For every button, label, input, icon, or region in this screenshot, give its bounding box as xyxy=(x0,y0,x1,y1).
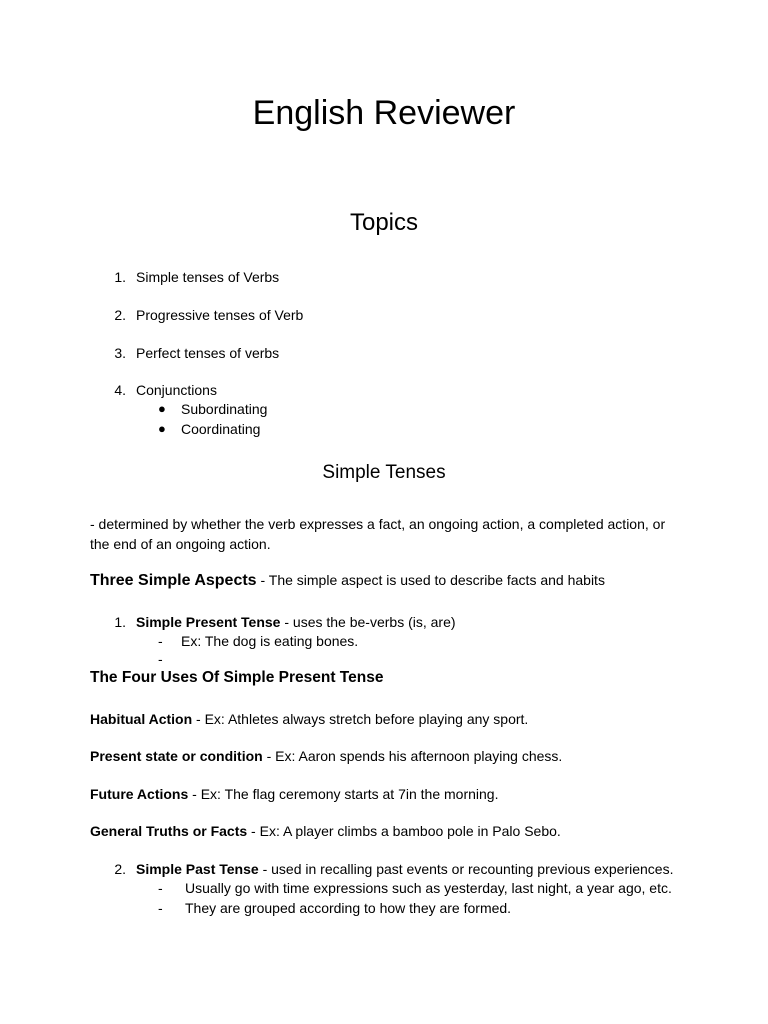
sub-list-item: Coordinating xyxy=(181,421,261,437)
bullet-icon: ● xyxy=(158,421,166,436)
three-aspects-heading: Three Simple Aspects xyxy=(90,572,257,589)
note-text: Usually go with time expressions such as yesterday, last night, a year ago, etc. xyxy=(185,880,672,896)
use-term: Present state or condition xyxy=(90,748,263,764)
use-text: - Ex: Aaron spends his afternoon playing chess. xyxy=(262,748,563,764)
sub-list-item: Subordinating xyxy=(181,401,268,417)
use-item xyxy=(90,710,528,728)
note-text: They are grouped according to how they are formed. xyxy=(185,900,512,916)
simple-tenses-intro: - determined by whether the verb expresses a fact, an ongoing action, a completed action, or the end of an ongoing action. xyxy=(90,516,666,552)
list-number: 1. xyxy=(114,614,126,630)
use-item xyxy=(90,747,562,765)
use-item xyxy=(90,822,561,840)
use-text: - Ex: The flag ceremony starts at 7in the morning. xyxy=(188,786,499,802)
list-item: Progressive tenses of Verb xyxy=(136,307,304,323)
simple-past-item xyxy=(136,860,673,878)
use-term: General Truths or Facts xyxy=(90,823,248,839)
list-number: 1. xyxy=(114,269,126,285)
three-aspects-line xyxy=(90,571,605,590)
four-uses-heading: The Four Uses Of Simple Present Tense xyxy=(90,669,384,686)
example-text: Ex: The dog is eating bones. xyxy=(181,633,359,649)
document-title: English Reviewer xyxy=(252,94,516,132)
list-item: Simple tenses of Verbs xyxy=(136,269,280,285)
dash-marker: - xyxy=(158,651,163,667)
list-item: Conjunctions xyxy=(136,382,217,398)
dash-marker: - xyxy=(158,900,163,916)
use-text: - Ex: A player climbs a bamboo pole in Palo Sebo. xyxy=(247,823,561,839)
dash-marker: - xyxy=(158,633,163,649)
simple-present-term: Simple Present Tense xyxy=(136,614,281,630)
list-number: 2. xyxy=(114,307,126,323)
bullet-icon: ● xyxy=(158,401,166,416)
simple-tenses-heading: Simple Tenses xyxy=(322,462,446,483)
use-term: Future Actions xyxy=(90,786,189,802)
dash-marker: - xyxy=(158,880,163,896)
use-text: - Ex: Athletes always stretch before playing any sport. xyxy=(192,711,529,727)
list-item: Perfect tenses of verbs xyxy=(136,345,280,361)
simple-present-desc: - uses the be-verbs (is, are) xyxy=(280,614,456,630)
list-number: 4. xyxy=(114,382,126,398)
three-aspects-text: - The simple aspect is used to describe facts and habits xyxy=(256,572,605,588)
simple-past-desc: - used in recalling past events or recounting previous experiences. xyxy=(258,861,674,877)
simple-present-item xyxy=(136,613,456,631)
use-term: Habitual Action xyxy=(90,711,193,727)
use-item xyxy=(90,785,498,803)
list-number: 3. xyxy=(114,345,126,361)
list-number: 2. xyxy=(114,861,126,877)
topics-heading: Topics xyxy=(349,209,419,236)
simple-past-term: Simple Past Tense xyxy=(136,861,259,877)
